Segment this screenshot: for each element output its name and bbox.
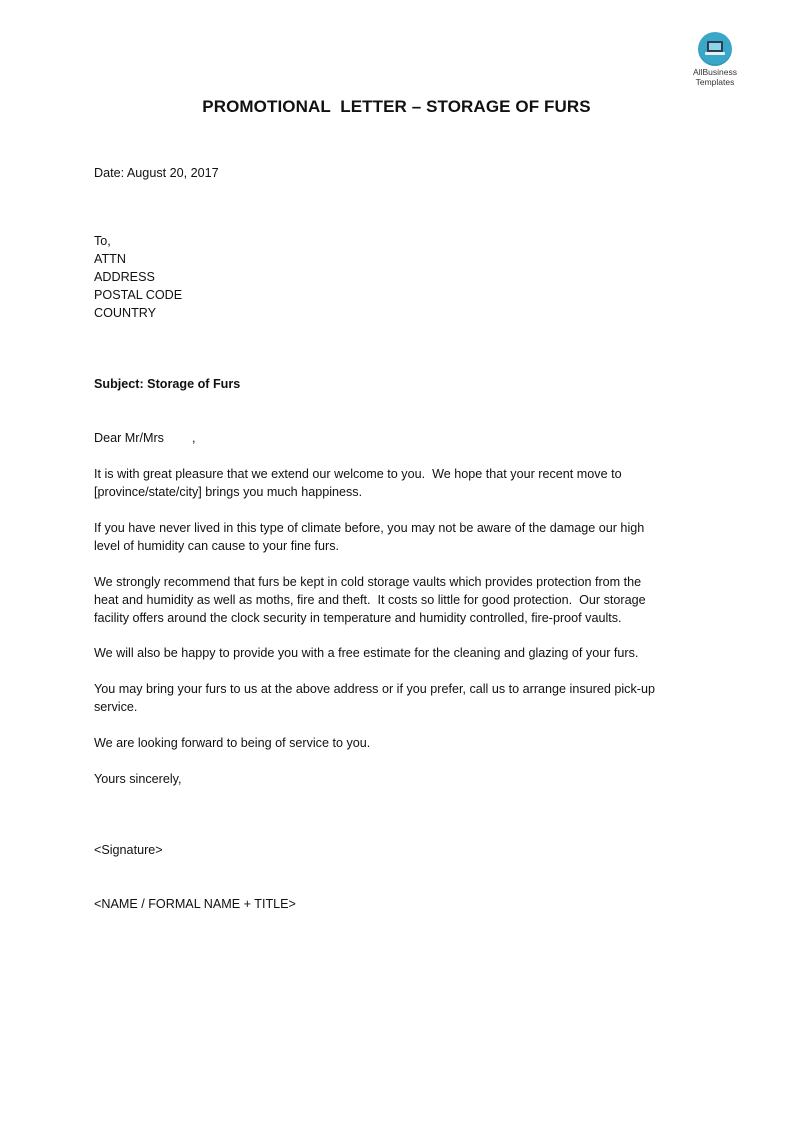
letter-salutation: Dear Mr/Mrs , [94, 431, 196, 445]
body-paragraph [94, 680, 694, 716]
company-logo [684, 32, 746, 87]
paragraph-line: We are looking forward to being of service to you. [94, 736, 371, 750]
recipient-postal-code: POSTAL CODE [94, 288, 183, 302]
body-paragraph [94, 519, 694, 555]
logo-line-1: AllBusiness [693, 67, 737, 77]
body-paragraph [94, 573, 694, 627]
paragraph-line: facility offers around the clock security in temperature and humidity controlled, fire-proof vaults. [94, 611, 622, 625]
logo-line-2: Templates [695, 76, 735, 87]
body-paragraph [94, 734, 694, 752]
laptop-icon [698, 32, 732, 66]
recipient-address: ADDRESS [94, 270, 155, 284]
letter-date: Date: August 20, 2017 [94, 166, 219, 180]
paragraph-line: level of humidity can cause to your fine furs. [94, 539, 340, 553]
body-paragraph [94, 644, 694, 662]
logo-text [684, 68, 746, 87]
paragraph-line: We strongly recommend that furs be kept in cold storage vaults which provides protection from the [94, 575, 642, 589]
paragraph-line: It is with great pleasure that we extend our welcome to you. We hope that your recent move to [94, 467, 622, 481]
name-title-placeholder: <NAME / FORMAL NAME + TITLE> [94, 897, 296, 911]
recipient-attn: ATTN [94, 252, 126, 266]
recipient-to: To, [94, 234, 111, 248]
signature-placeholder: <Signature> [94, 843, 163, 857]
paragraph-line: We will also be happy to provide you with a free estimate for the cleaning and glazing of your furs. [94, 646, 639, 660]
paragraph-line: If you have never lived in this type of climate before, you may not be aware of the damage our high [94, 521, 645, 535]
letter-subject: Subject: Storage of Furs [94, 377, 241, 391]
body-paragraph [94, 465, 694, 501]
letter-closing: Yours sincerely, [94, 772, 182, 786]
paragraph-line: heat and humidity as well as moths, fire and theft. It costs so little for good protection. Our storage [94, 593, 646, 607]
paragraph-line: You may bring your furs to us at the above address or if you prefer, call us to arrange insured pick-up [94, 682, 655, 696]
paragraph-line: service. [94, 700, 138, 714]
paragraph-line: [province/state/city] brings you much happiness. [94, 485, 363, 499]
recipient-country: COUNTRY [94, 306, 157, 320]
letter-title: PROMOTIONAL LETTER – STORAGE OF FURS [202, 97, 591, 116]
